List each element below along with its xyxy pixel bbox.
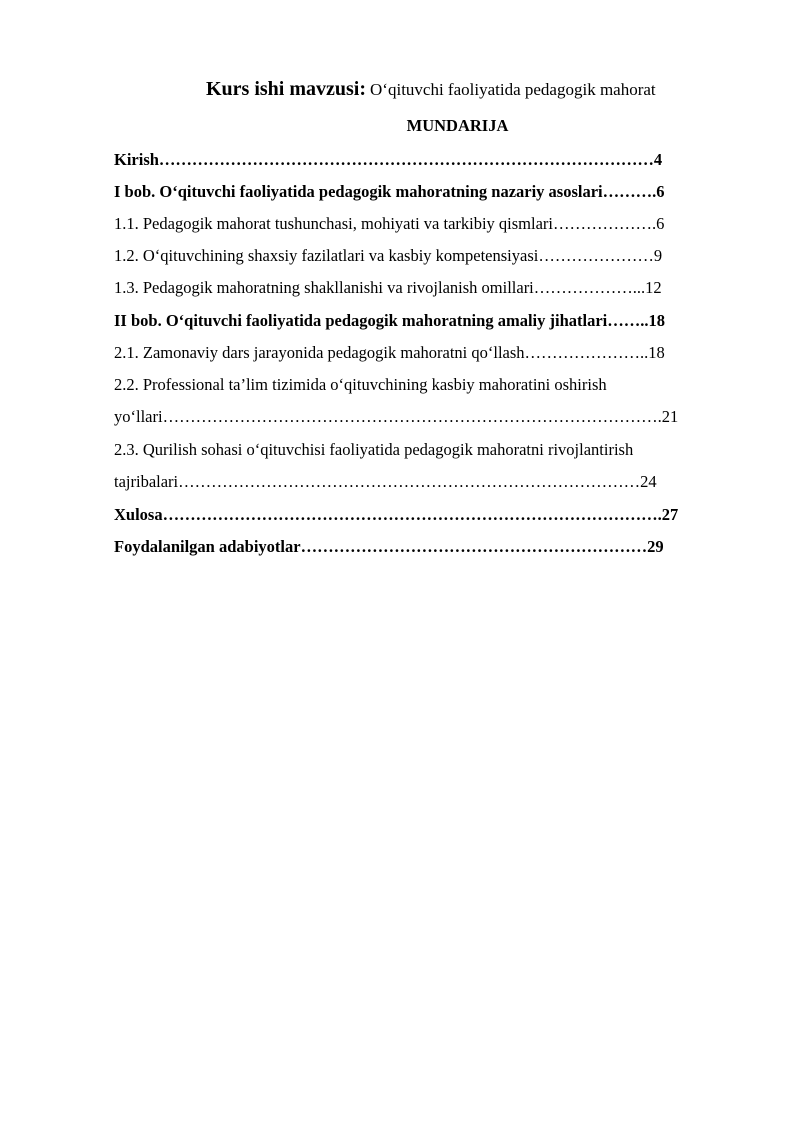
course-topic	[206, 78, 656, 101]
toc-entry-section-2-2: 2.2. Professional ta’lim tizimida o‘qituvchining kasbiy mahoratini oshirish	[114, 375, 607, 394]
toc-entry-chapter-1: I bob. O‘qituvchi faoliyatida pedagogik mahoratning nazariy asoslari……….6	[114, 182, 665, 201]
toc-entry-section-1-3: 1.3. Pedagogik mahoratning shakllanishi va rivojlanish omillari………………...12	[114, 278, 662, 297]
toc-title: MUNDARIJA	[406, 116, 509, 135]
toc-entry-section-2-2-continued: yo‘llari……………………………………………………………………………….21	[114, 407, 679, 426]
toc-entry-introduction: Kirish………………………………………………………………………………4	[114, 150, 663, 169]
toc-entry-section-1-1: 1.1. Pedagogik mahorat tushunchasi, mohiyati va tarkibiy qismlari……………….6	[114, 214, 665, 233]
toc-entry-conclusion: Xulosa……………………………………………………………………………….27	[114, 505, 679, 524]
toc-entry-section-2-3: 2.3. Qurilish sohasi o‘qituvchisi faoliyatida pedagogik mahoratni rivojlantirish	[114, 440, 634, 459]
toc-entry-references: Foydalanilgan adabiyotlar………………………………………………………29	[114, 537, 664, 556]
topic-label: Kurs ishi mavzusi:	[206, 78, 367, 100]
toc-entry-section-2-3-continued: tajribalari…………………………………………………………………………24	[114, 472, 657, 491]
toc-entry-chapter-2: II bob. O‘qituvchi faoliyatida pedagogik mahoratning amaliy jihatlari……..18	[114, 311, 665, 330]
toc-entry-section-1-2: 1.2. O‘qituvchining shaxsiy fazilatlari va kasbiy kompetensiyasi…………………9	[114, 246, 663, 265]
toc-entry-section-2-1: 2.1. Zamonaviy dars jarayonida pedagogik mahoratni qo‘llash…………………..18	[114, 343, 665, 362]
topic-text: O‘qituvchi faoliyatida pedagogik mahorat	[370, 80, 656, 99]
